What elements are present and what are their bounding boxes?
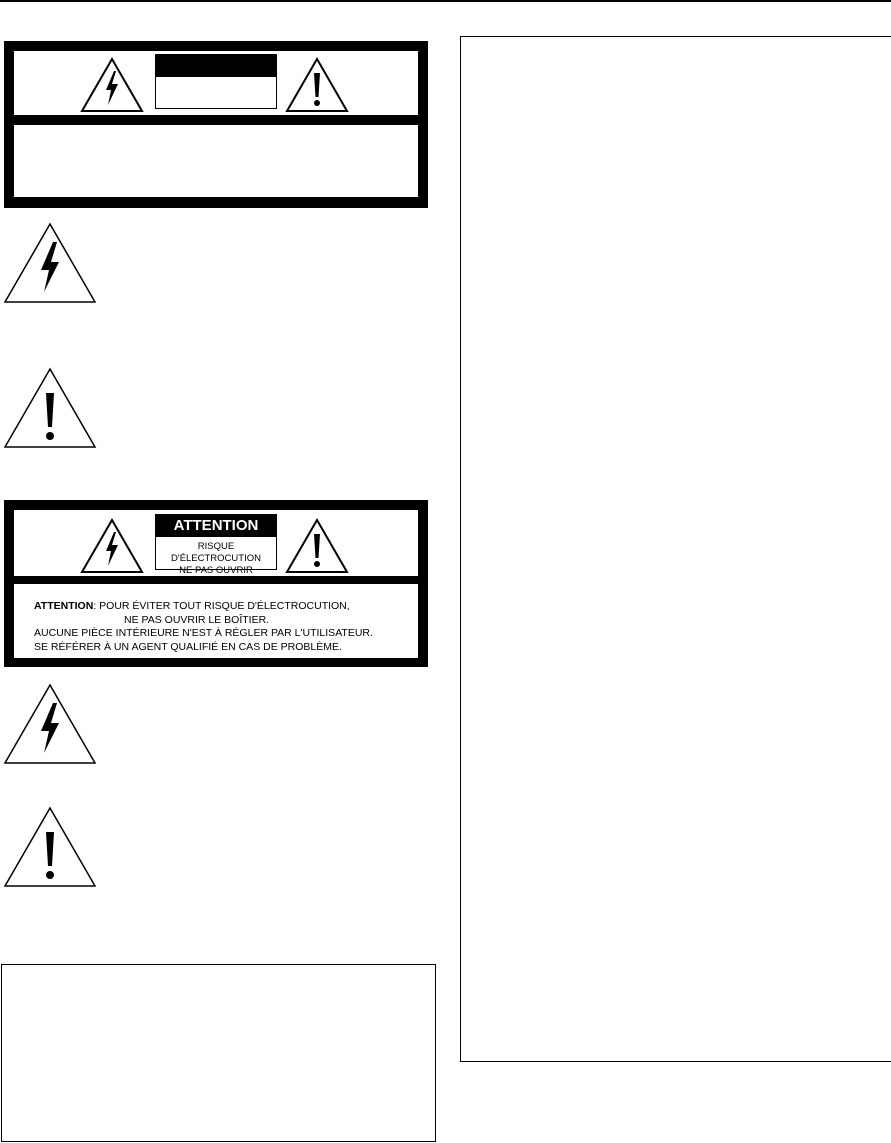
- attention-warning-line-3: AUCUNE PIÈCE INTÉRIEURE N'EST À RÉGLER PAR L'UTILISATEUR.: [34, 627, 373, 639]
- lightning-flash-icon: [3, 222, 97, 304]
- attention-warning-text: [34, 600, 373, 654]
- top-rule: [0, 0, 891, 2]
- side-info-box: [460, 36, 891, 1062]
- caution-label-en: [4, 41, 428, 208]
- caution-label-en-warning: [14, 125, 418, 197]
- attention-warning-line-4: SE RÉFÉRER À UN AGENT QUALIFIÉ EN CAS DE PROBLÈME.: [34, 640, 342, 653]
- caution-label-fr: [4, 500, 428, 667]
- caution-label-fr-warning: [14, 584, 418, 658]
- exclamation-icon: [285, 57, 349, 113]
- notice-box: [1, 964, 436, 1142]
- caution-label-en-top: [14, 51, 418, 115]
- caution-label-fr-top: [14, 510, 418, 576]
- attention-warning-lead: ATTENTION: [34, 600, 94, 612]
- attention-header-box: [155, 514, 277, 576]
- attention-sub-line-2: NE PAS OUVRIR: [179, 565, 253, 576]
- electric-shock-icon: [80, 57, 144, 113]
- attention-warning-line-2: NE PAS OUVRIR LE BOÎTIER.: [124, 613, 270, 626]
- caution-header-box: [155, 54, 277, 109]
- caution-header-text: [156, 55, 276, 77]
- exclamation-point-icon-fr: [3, 806, 97, 888]
- exclamation-icon-fr: [285, 518, 349, 574]
- attention-sub-line-1: RISQUE D'ÉLECTROCUTION: [171, 541, 261, 564]
- lightning-flash-icon-fr: [3, 683, 97, 765]
- attention-warning-line-1: : POUR ÉVITER TOUT RISQUE D'ÉLECTROCUTION,: [93, 600, 350, 612]
- exclamation-point-icon: [3, 367, 97, 449]
- attention-header-text: ATTENTION: [156, 515, 276, 537]
- electric-shock-icon-fr: [80, 518, 144, 574]
